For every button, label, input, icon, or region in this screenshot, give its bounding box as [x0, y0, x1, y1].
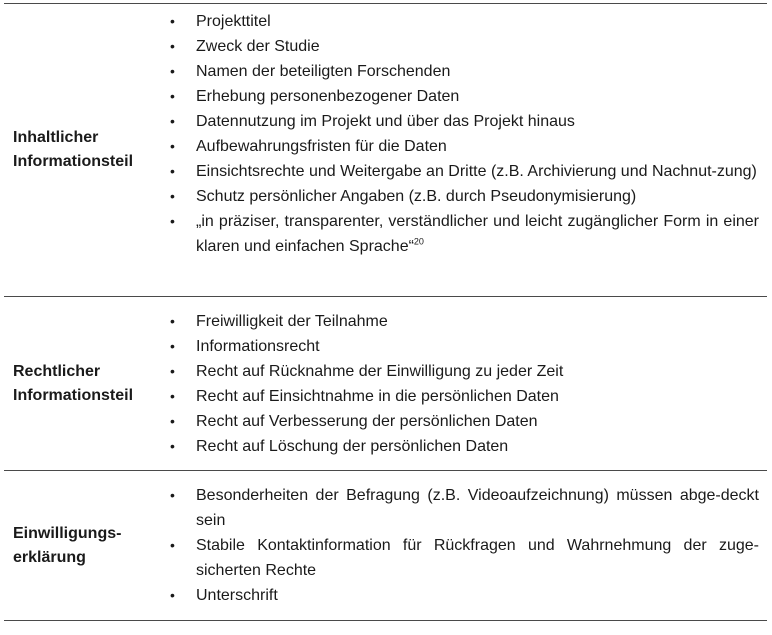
bullet-list: [166, 309, 759, 459]
row-label-line: Informationsteil: [13, 153, 134, 170]
list-item: • Einsichtsrechte und Weitergabe an Dritte (z.B. Archivierung und Nachnut-zung): [166, 159, 759, 184]
list-item: • Recht auf Verbesserung der persönlichen Daten: [166, 409, 759, 434]
list-item: • Besonderheiten der Befragung (z.B. Videoaufzeichnung) müssen abge-deckt sein: [166, 483, 759, 533]
list-item: • Zweck der Studie: [166, 34, 759, 59]
row-label: [13, 297, 163, 470]
row-label-line: erklärung: [13, 548, 86, 566]
list-item: • Aufbewahrungsfristen für die Daten: [166, 134, 759, 159]
bullet-list: [166, 9, 759, 259]
table-row-legal-info: [4, 296, 767, 470]
list-item: • Freiwilligkeit der Teilnahme: [166, 309, 759, 334]
list-item: • Recht auf Rücknahme der Einwilligung zu jeder Zeit: [166, 359, 759, 384]
list-item: • Datennutzung im Projekt und über das Projekt hinaus: [166, 109, 759, 134]
list-item: • Recht auf Einsichtnahme in die persönlichen Daten: [166, 384, 759, 409]
list-item: • Schutz persönlicher Angaben (z.B. durch Pseudonymisierung): [166, 184, 759, 209]
list-item: • Projekttitel: [166, 9, 759, 34]
list-item: • Unterschrift: [166, 583, 759, 608]
list-item: • Informationsrecht: [166, 334, 759, 359]
row-label: [13, 471, 163, 620]
information-table: [4, 3, 767, 621]
row-label: [13, 4, 163, 296]
footnote-marker: 20: [413, 236, 424, 247]
list-item: [166, 209, 759, 259]
row-label-line: Informationsteil: [13, 386, 134, 404]
row-label-line: Einwilligungs-: [13, 524, 122, 542]
list-item: • Recht auf Löschung der persönlichen Daten: [166, 434, 759, 459]
list-item: • Namen der beteiligten Forschenden: [166, 59, 759, 84]
bullet-list: [166, 483, 759, 608]
row-label-line: Inhaltlicher: [13, 129, 99, 146]
row-label-line: Rechtlicher: [13, 362, 101, 380]
table-row-consent: [4, 470, 767, 621]
list-item: • Erhebung personenbezogener Daten: [166, 84, 759, 109]
list-item: • Stabile Kontaktinformation für Rückfragen und Wahrnehmung der zuge-sicherten Rechte: [166, 533, 759, 583]
table-row-content-info: [4, 3, 767, 296]
quote-text: „in präziser, transparenter, verständlicher und leicht zugänglicher Form in einer klaren und einfachen Sprache“: [196, 213, 759, 255]
